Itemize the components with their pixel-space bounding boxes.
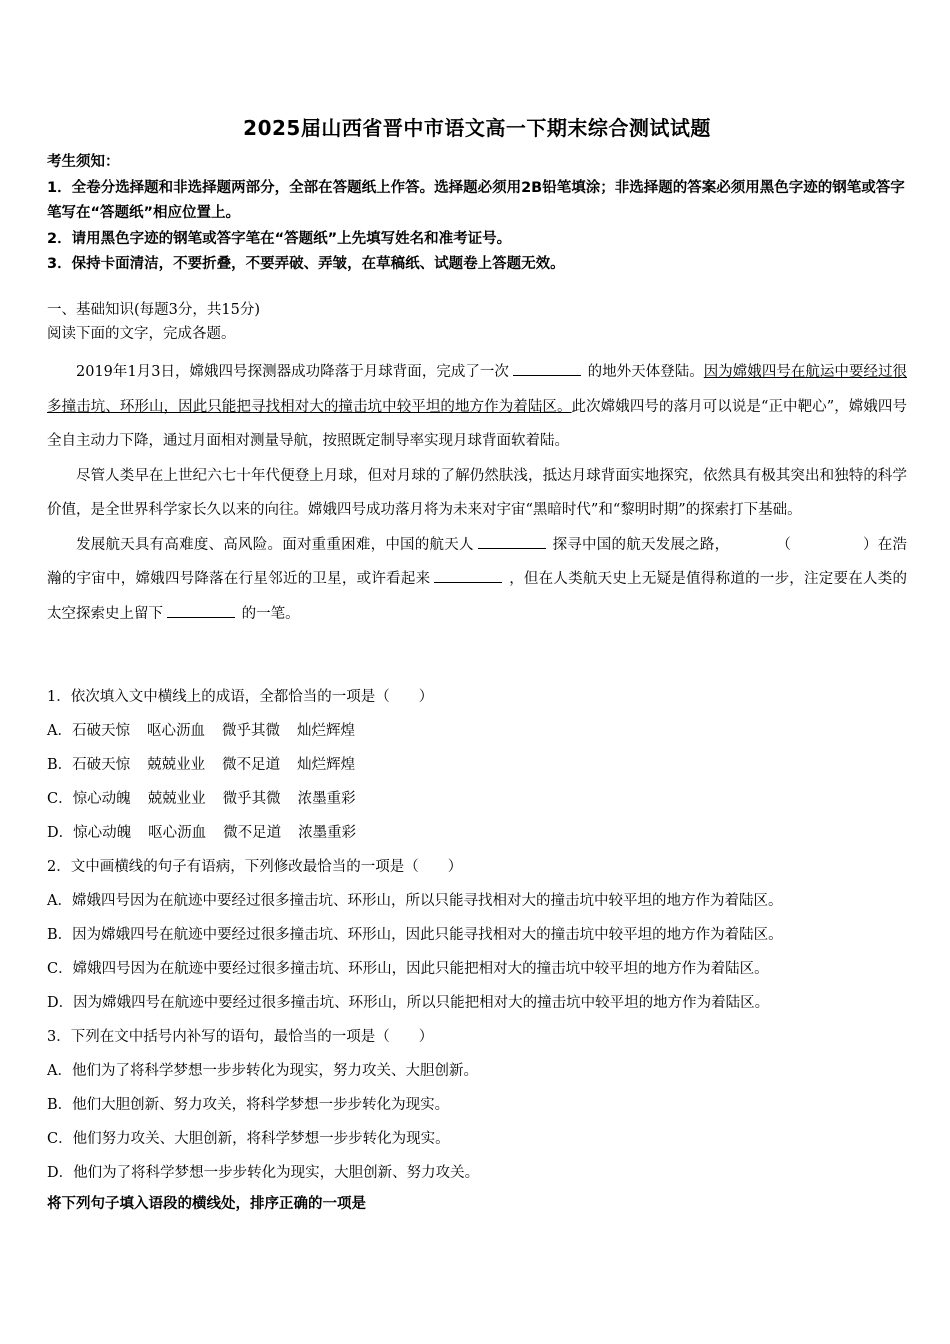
option-text: 他们为了将科学梦想一步步转化为现实，努力攻关、大胆创新。 [71, 1063, 478, 1079]
fill-blank [434, 568, 502, 583]
option-word: 浓墨重彩 [297, 791, 356, 807]
option-row [47, 1088, 907, 1122]
passage-paragraph-2: 尽管人类早在上世纪六七十年代便登上月球，但对月球的了解仍然肤浅，抵达月球背面实地探究，依然具有极其突出和独特的科学价值，是全世界科学家长久以来的向往。嫦娥四号成功落月将为未来对宇宙“黑暗时代”和“黎明时期”的探索打下基础。 [47, 467, 907, 518]
notice-item: 2．请用黑色字迹的钢笔或答字笔在“答题纸”上先填写姓名和准考证号。 [47, 230, 512, 247]
option-word: 石破天惊 [72, 757, 131, 773]
passage-text: 此次嫦娥四号的落月可以说是“正中靶心”，嫦娥四号全自主动力下降，通过月面相对测量导航，按照既定制导率实现月球背面软着陆。 [47, 398, 907, 449]
option-row [47, 1156, 907, 1190]
option-label: C． [47, 1131, 73, 1147]
passage-text: 2019年1月3日，嫦娥四号探测器成功降落于月球背面，完成了一次 [76, 364, 509, 380]
option-word: 灿烂辉煌 [297, 757, 356, 773]
option-word: 石破天惊 [71, 723, 130, 739]
question-stem: 3．下列在文中括号内补写的语句，最恰当的一项是（ ） [47, 1029, 434, 1045]
passage-text: 探寻中国的航天发展之路， [552, 536, 730, 553]
question-stem: 2．文中画横线的句子有语病，下列修改最恰当的一项是（ ） [47, 859, 463, 875]
option-word: 惊心动魄 [73, 825, 132, 841]
option-label: B． [47, 1097, 73, 1113]
option-label: A． [47, 893, 72, 909]
underlined-sentence: 因为嫦娥四号在航运中要经过很多撞击坑、环形山，因此只能把寻找相对大的撞击坑中较平坦的地方作为着陆区。 [47, 364, 908, 415]
option-label: D． [47, 1165, 74, 1181]
section-heading: 一、基础知识(每题3分，共15分) [47, 302, 260, 318]
option-row [47, 1054, 907, 1088]
option-word: 呕心沥血 [146, 723, 205, 739]
option-row [47, 986, 907, 1020]
option-row [47, 782, 907, 816]
fill-blank [513, 361, 581, 376]
option-text: 嫦娥四号因为在航迹中要经过很多撞击坑、环形山，所以只能寻找相对大的撞击坑中较平坦的地方作为着陆区。 [71, 893, 783, 909]
option-label: C． [47, 961, 73, 977]
reading-passage [47, 355, 907, 631]
option-label: A． [47, 723, 72, 739]
option-row [47, 748, 907, 782]
passage-text: 的地外天体登陆。 [587, 364, 704, 380]
option-text: 嫦娥四号因为在航迹中要经过很多撞击坑、环形山，因此只能把相对大的撞击坑中较平坦的地方作为着陆区。 [72, 961, 769, 977]
option-word: 惊心动魄 [72, 791, 131, 807]
option-word: 微乎其微 [221, 723, 280, 739]
option-text: 因为嫦娥四号在航迹中要经过很多撞击坑、环形山，所以只能把相对大的撞击坑中较平坦的地方作为着陆区。 [73, 995, 770, 1011]
option-row [47, 714, 907, 748]
option-label: A． [47, 1063, 72, 1079]
option-row [47, 918, 907, 952]
option-text: 他们大胆创新、努力攻关，将科学梦想一步步转化为现实。 [72, 1097, 450, 1113]
question-list [47, 680, 907, 1190]
notice-heading: 考生须知： [47, 154, 120, 170]
option-word: 微乎其微 [222, 791, 281, 807]
option-text: 因为嫦娥四号在航迹中要经过很多撞击坑、环形山，因此只能寻找相对大的撞击坑中较平坦的地方作为着陆区。 [72, 927, 783, 943]
passage-paragraph-3 [47, 528, 907, 632]
notice-item: 3．保持卡面清洁，不要折叠，不要弄破、弄皱，在草稿纸、试题卷上答题无效。 [47, 256, 565, 272]
option-row [47, 816, 907, 850]
option-label: C． [47, 791, 73, 807]
notice-item: 1．全卷分选择题和非选择题两部分，全部在答题纸上作答。选择题必须用2B铅笔填涂；非选择题的答案必须用黑色字迹的钢笔或答字笔写在“答题纸”相应位置上。 [47, 179, 905, 221]
option-row [47, 1122, 907, 1156]
question-stem: 1．依次填入文中横线上的成语，全都恰当的一项是（ ） [47, 689, 434, 705]
option-row [47, 884, 907, 918]
fill-blank [167, 603, 235, 618]
option-label: B． [47, 927, 73, 943]
option-word: 呕心沥血 [148, 825, 207, 841]
option-word: 灿烂辉煌 [296, 723, 355, 739]
passage-paragraph-1 [47, 355, 907, 459]
option-word: 浓墨重彩 [298, 825, 357, 841]
passage-text: 的一笔。 [241, 605, 300, 622]
page-title: 2025届山西省晋中市语文高一下期末综合测试试题 [243, 116, 711, 140]
fill-blank [478, 534, 546, 549]
option-text: 他们努力攻关、大胆创新，将科学梦想一步步转化为现实。 [72, 1131, 450, 1147]
answer-paren-open: （ [776, 536, 791, 553]
option-word: 兢兢业业 [147, 757, 206, 773]
passage-text: ，但在人类航天史上无疑是值得称道的一步，注定要在人类的太空探索史上留下 [47, 571, 908, 622]
option-label: D． [47, 825, 74, 841]
option-label: D． [47, 995, 74, 1011]
candidate-notice [47, 150, 907, 278]
sentence-order-instruction: 将下列句子填入语段的横线处，排序正确的一项是 [47, 1196, 366, 1212]
passage-text: 发展航天具有高难度、高风险。面对重重困难，中国的航天人 [76, 536, 474, 553]
option-word: 兢兢业业 [147, 791, 206, 807]
option-word: 微不足道 [222, 757, 281, 773]
option-text: 他们为了将科学梦想一步步转化为现实，大胆创新、努力攻关。 [73, 1165, 480, 1181]
option-row [47, 952, 907, 986]
section-intro: 阅读下面的文字，完成各题。 [47, 326, 236, 342]
option-word: 微不足道 [223, 825, 282, 841]
answer-paren-close: ） [862, 536, 878, 553]
option-label: B． [47, 757, 73, 773]
passage-text: 在浩瀚的宇宙中，嫦娥四号降落在行星邻近的卫星，或许看起来 [47, 536, 908, 587]
